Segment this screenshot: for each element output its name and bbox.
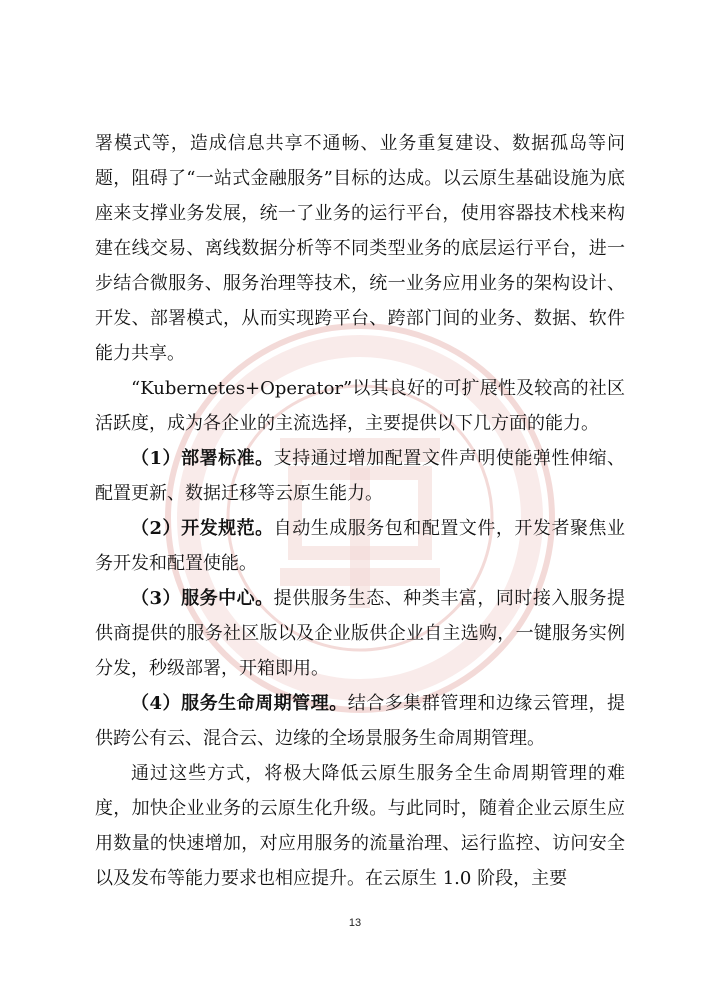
paragraph-4: （2）开发规范。自动生成服务包和配置文件，开发者聚焦业务开发和配置使能。 [95, 518, 625, 574]
paragraph-3: （1）部署标准。支持通过增加配置文件声明使能弹性伸缩、配置更新、数据迁移等云原生能力。 [95, 448, 625, 504]
paragraph-lead: （3）服务中心。 [131, 588, 274, 609]
paragraph-6: （4）服务生命周期管理。结合多集群管理和边缘云管理，提供跨公有云、混合云、边缘的全场景服务生命周期管理。 [95, 693, 626, 749]
page-number: 13 [348, 917, 362, 929]
body-text [95, 126, 625, 896]
paragraph-lead: （4）服务生命周期管理。 [131, 693, 348, 714]
paragraph-7: 通过这些方式，将极大降低云原生服务全生命周期管理的难度，加快企业业务的云原生化升级。与此同时，随着企业云原生应用数量的快速增加，对应用服务的流量治理、运行监控、访问安全以及发布等能力要求也相应提升。在云原生 1.0 阶段，主要 [95, 763, 625, 889]
paragraph-2: “Kubernetes+Operator”以其良好的可扩展性及较高的社区活跃度，成为各企业的主流选择，主要提供以下几方面的能力。 [95, 378, 625, 434]
paragraph-lead: （1）部署标准。 [131, 448, 274, 469]
paragraph-1: 署模式等，造成信息共享不通畅、业务重复建设、数据孤岛等问题，阻碍了“一站式金融服务”目标的达成。以云原生基础设施为底座来支撑业务发展，统一了业务的运行平台，使用容器技术栈来构建在线交易、离线数据分析等不同类型业务的底层运行平台，进一步结合微服务、服务治理等技术，统一业务应用业务的架构设计、开发、部署模式，从而实现跨平台、跨部门间的业务、数据、软件能力共享。 [95, 133, 625, 364]
paragraph-5: （3）服务中心。提供服务生态、种类丰富，同时接入服务提供商提供的服务社区版以及企业版供企业自主选购，一键服务实例分发，秒级部署，开箱即用。 [95, 588, 625, 679]
paragraph-lead: （2）开发规范。 [131, 518, 274, 539]
